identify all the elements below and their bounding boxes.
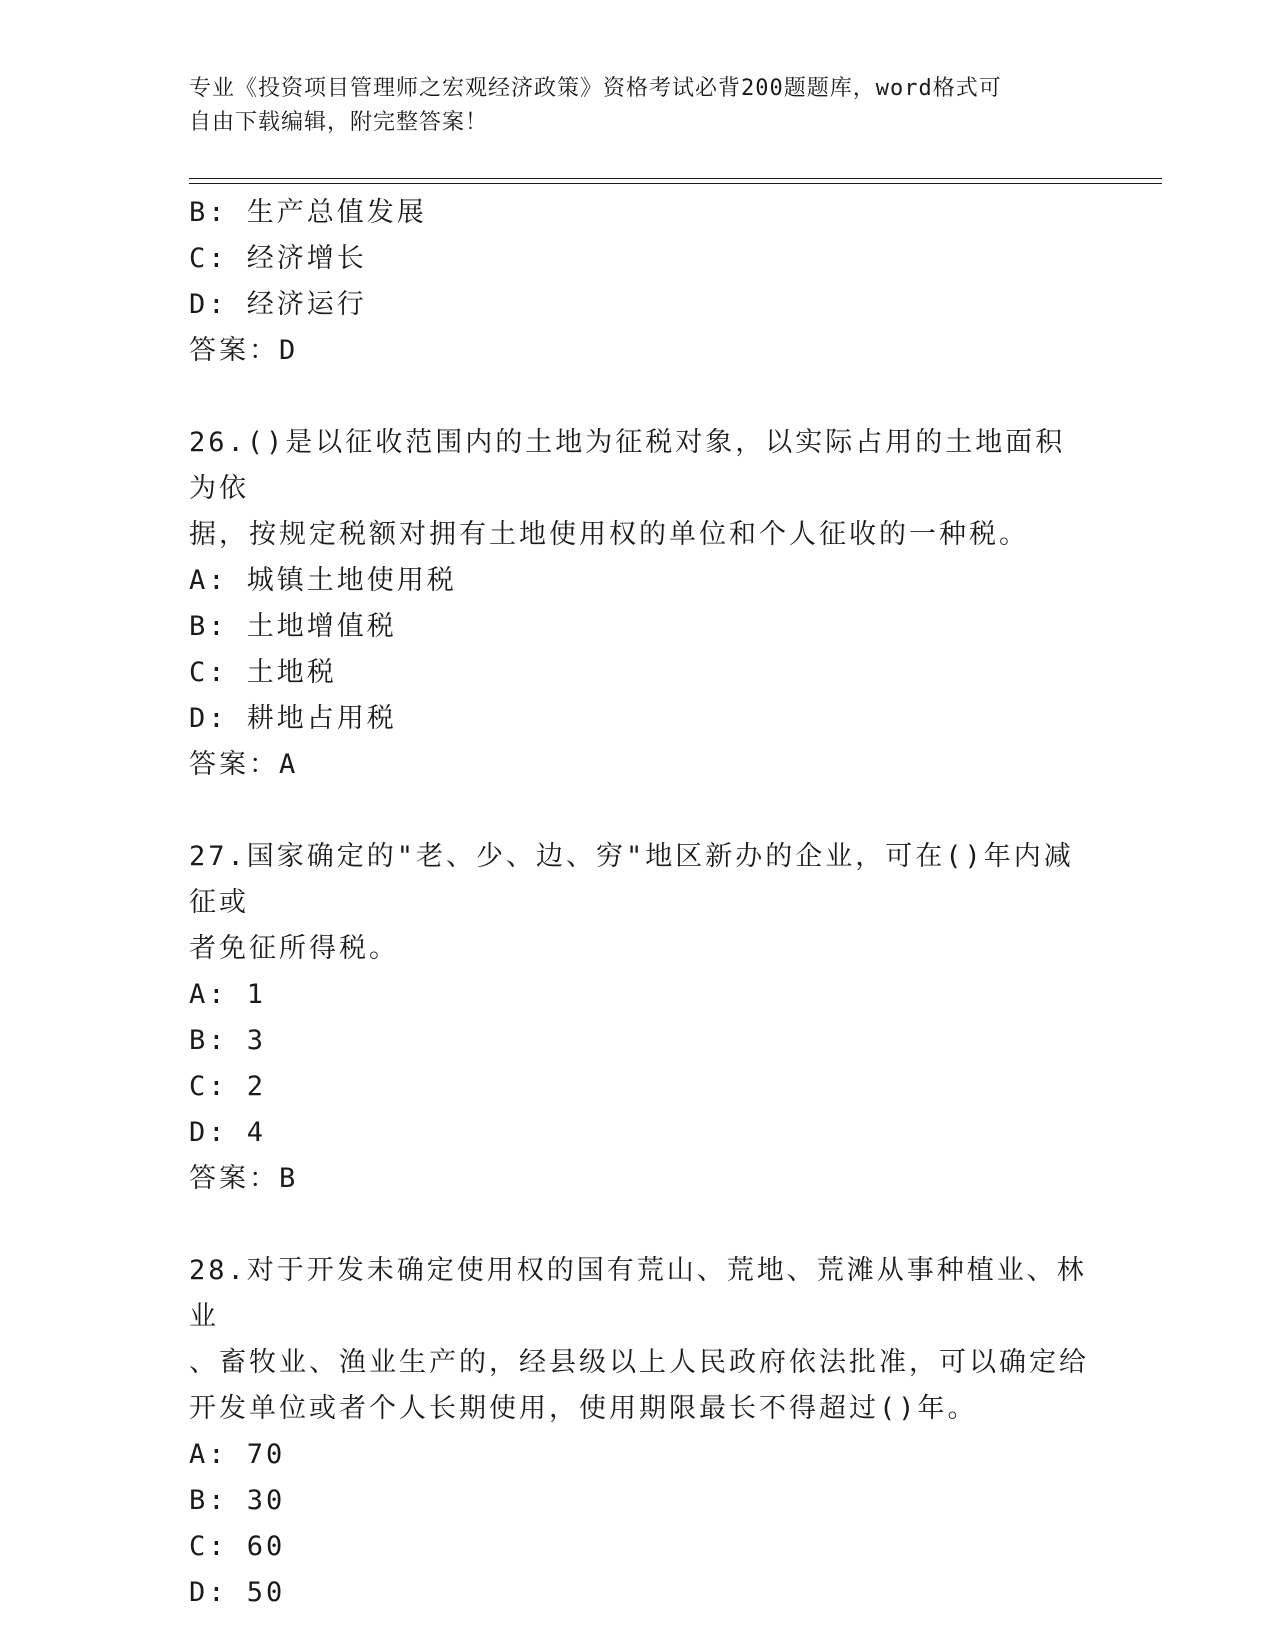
option-d: D: 耕地占用税 [189,703,397,734]
question-text: 、畜牧业、渔业生产的，经县级以上人民政府依法批准，可以确定给 [189,1347,1089,1378]
header-line-1: 专业《投资项目管理师之宏观经济政策》资格考试必背200题题库，word格式可 [189,76,1002,101]
option-c: C: 60 [189,1531,286,1562]
question-text: 者免征所得税。 [189,933,399,964]
header-divider [189,183,1162,184]
header-line-2: 自由下载编辑，附完整答案！ [189,110,489,135]
question-text: 27.国家确定的"老、少、边、穷"地区新办的企业，可在()年内减征或 [189,841,1074,918]
option-c: C: 经济增长 [189,243,367,274]
option-d: D: 经济运行 [189,289,367,320]
option-a: A: 70 [189,1439,286,1470]
answer-line: 答案：B [189,1163,299,1194]
question-content [189,190,1089,1616]
question-27 [189,834,1089,1202]
question-text: 28.对于开发未确定使用权的国有荒山、荒地、荒滩从事种植业、林业 [189,1255,1087,1332]
question-26 [189,420,1089,788]
answer-line: 答案：D [189,335,299,366]
question-25-fragment [189,190,1089,374]
question-text: 据，按规定税额对拥有土地使用权的单位和个人征收的一种税。 [189,519,1029,550]
option-c: C: 2 [189,1071,267,1102]
question-text: 26.()是以征收范围内的土地为征税对象，以实际占用的土地面积为依 [189,427,1066,504]
header-divider [189,178,1162,179]
option-d: D: 50 [189,1577,286,1608]
option-a: A: 1 [189,979,267,1010]
answer-line: 答案：A [189,749,299,780]
option-d: D: 4 [189,1117,267,1148]
option-b: B: 30 [189,1485,286,1516]
option-a: A: 城镇土地使用税 [189,565,457,596]
option-b: B: 土地增值税 [189,611,397,642]
option-b: B: 生产总值发展 [189,197,427,228]
question-text: 开发单位或者个人长期使用，使用期限最长不得超过()年。 [189,1393,978,1424]
document-header [189,72,1089,140]
option-b: B: 3 [189,1025,267,1056]
question-28 [189,1248,1089,1616]
option-c: C: 土地税 [189,657,337,688]
